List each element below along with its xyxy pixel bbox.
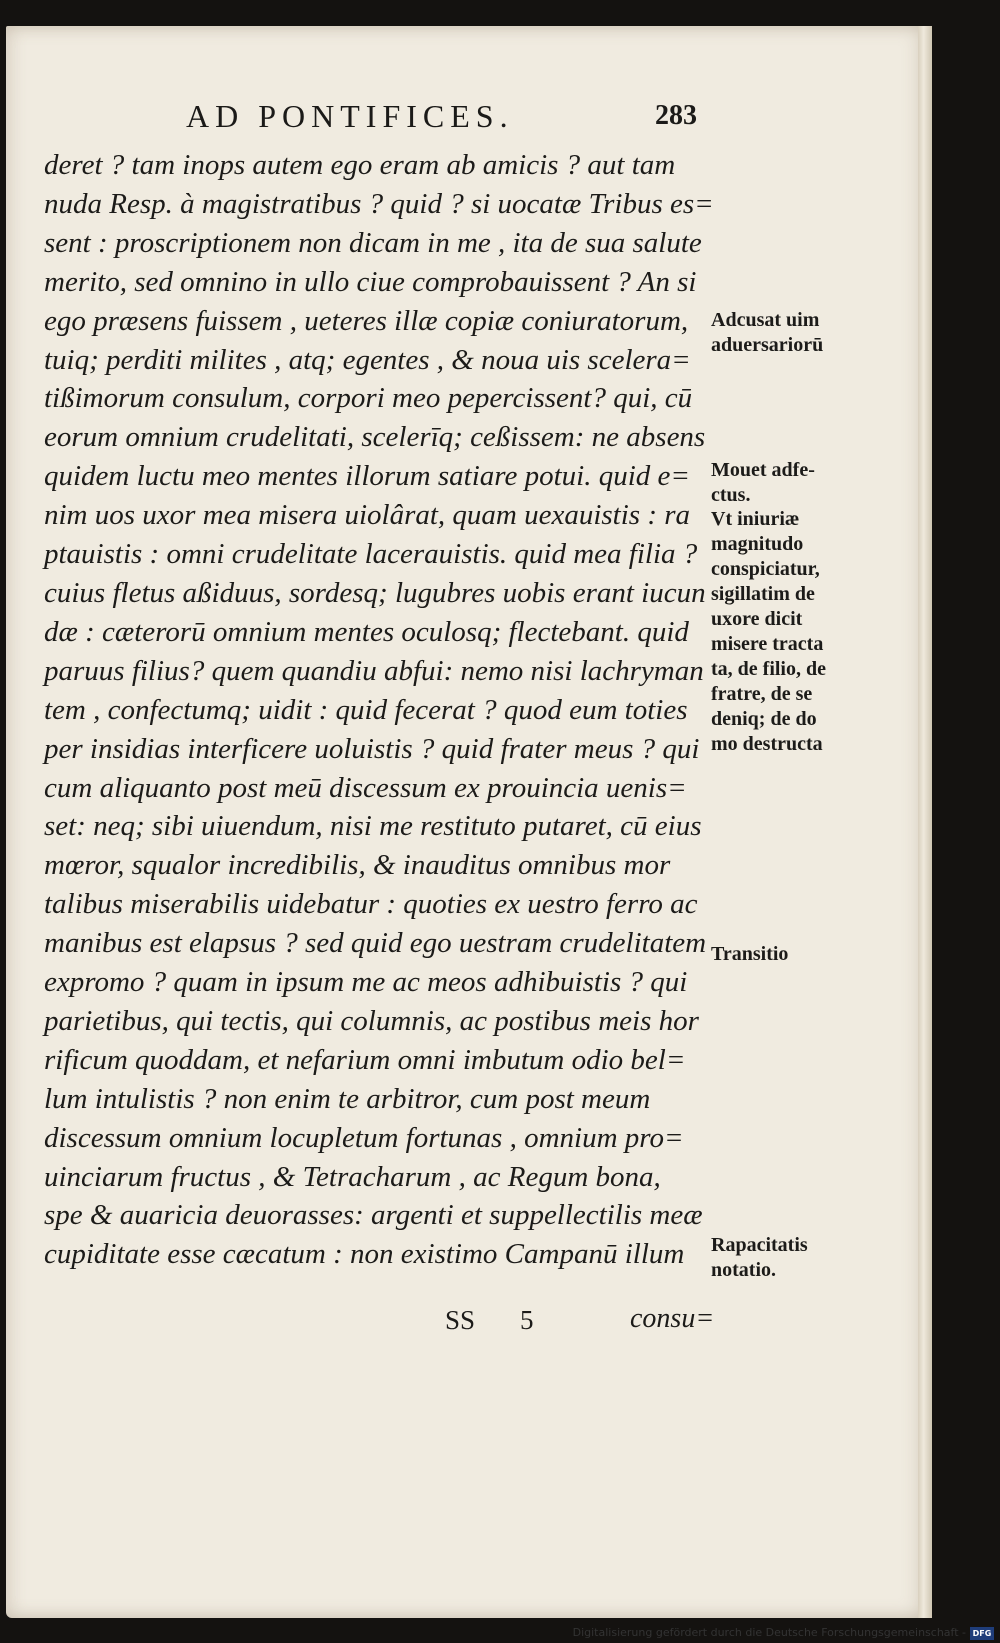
- margin-note-iniuriae: [711, 507, 911, 757]
- note-line: deniq; de do: [711, 708, 817, 730]
- body-text: [44, 146, 714, 1274]
- signature-mark: SS: [445, 1305, 476, 1335]
- catchword: consu=: [630, 1303, 715, 1334]
- note-line: magnitudo: [711, 533, 804, 555]
- text-line: discessum omnium locupletum fortunas , omnium pro=: [44, 1121, 684, 1154]
- text-line: cuius fletus aßiduus, sordesq; lugubres uobis erant iucun: [44, 576, 706, 609]
- note-line: ta, de filio, de: [711, 658, 826, 680]
- note-line: conspiciatur,: [711, 558, 820, 580]
- text-line: dæ : cæterorū omnium mentes oculosq; flectebant. quid: [44, 615, 689, 648]
- margin-note-rapacitatis: [711, 1233, 911, 1283]
- note-line: Transitio: [711, 943, 789, 965]
- text-line: nuda Resp. à magistratibus ? quid ? si uocatæ Tribus es=: [44, 187, 714, 220]
- signature-number: 5: [520, 1305, 534, 1335]
- running-head: AD PONTIFICES.: [186, 98, 514, 134]
- text-line: quidem luctu meo mentes illorum satiare potui. quid e=: [44, 460, 690, 493]
- text-line: cupiditate esse cæcatum : non existimo Campanū illum: [44, 1238, 685, 1271]
- margin-note-transitio: [711, 942, 911, 967]
- note-line: aduersariorū: [711, 334, 824, 356]
- text-line: cum aliquanto post meū discessum ex prouincia uenis=: [44, 771, 687, 804]
- text-line: deret ? tam inops autem ego eram ab amicis ? aut tam: [44, 149, 676, 181]
- text-line: ego præsens fuissem , ueteres illæ copiæ coniuratorum,: [44, 304, 689, 337]
- margin-note-adcusat: [711, 308, 911, 358]
- text-line: tem , confectumq; uidit : quid fecerat ? quod eum toties: [44, 693, 688, 726]
- text-line: ptauistis : omni crudelitate lacerauistis. quid mea filia ?: [44, 538, 698, 571]
- text-line: merito, sed omnino in ullo ciue comprobauissent ? An si: [44, 265, 697, 298]
- text-line: tuiq; perditi milites , atq; egentes , & noua uis scelera=: [44, 343, 691, 376]
- text-line: eorum omnium crudelitati, scelerīq; ceßissem: ne absens: [44, 421, 706, 454]
- text-line: parietibus, qui tectis, qui columnis, ac postibus meis hor: [44, 1004, 699, 1037]
- margin-note-mouet: [711, 458, 911, 508]
- text-line: sent : proscriptionem non dicam in me , ita de sua salute: [44, 226, 702, 259]
- note-line: sigillatim de: [711, 583, 815, 605]
- text-line: spe & auaricia deuorasses: argenti et suppellectilis meæ: [44, 1199, 703, 1232]
- page-edge: [918, 26, 932, 1618]
- text-line: lum intulistis ? non enim te arbitror, cum post meum: [44, 1082, 651, 1115]
- text-line: nim uos uxor mea misera uiolârat, quam uexauistis : ra: [44, 499, 691, 532]
- text-line: mœror, squalor incredibilis, & inauditus omnibus mor: [44, 849, 671, 882]
- note-line: uxore dicit: [711, 608, 803, 630]
- text-line: tißimorum consulum, corpori meo pepercissent? qui, cū: [44, 382, 693, 415]
- text-line: uinciarum fructus , & Tetracharum , ac Regum bona,: [44, 1160, 661, 1193]
- dfg-logo: DFG: [970, 1627, 994, 1640]
- page-number: 283: [655, 100, 697, 131]
- text-line: expromo ? quam in ipsum me ac meos adhibuistis ? qui: [44, 966, 688, 999]
- note-line: fratre, de se: [711, 683, 813, 705]
- note-line: misere tracta: [711, 633, 824, 655]
- digitization-credit: Digitalisierung gefördert durch die Deutsche Forschungsgemeinschaft -: [572, 1626, 966, 1639]
- text-line: manibus est elapsus ? sed quid ego uestram crudelitatem: [44, 927, 707, 960]
- note-line: Adcusat uim: [711, 309, 820, 331]
- text-line: set: neq; sibi uiuendum, nisi me restituto putaret, cū eius: [44, 810, 702, 843]
- note-line: Mouet adfe-: [711, 459, 815, 481]
- note-line: notatio.: [711, 1259, 776, 1281]
- note-line: Rapacitatis: [711, 1234, 808, 1256]
- note-line: Vt iniuriæ: [711, 508, 800, 530]
- text-line: rificum quoddam, et nefarium omni imbutum odio bel=: [44, 1043, 686, 1076]
- note-line: mo destructa: [711, 733, 823, 755]
- note-line: ctus.: [711, 484, 751, 506]
- text-line: paruus filius? quem quandiu abfui: nemo nisi lachryman: [44, 654, 704, 687]
- text-line: per insidias interficere uoluistis ? quid frater meus ? qui: [44, 732, 700, 765]
- text-line: talibus miserabilis uidebatur : quoties ex uestro ferro ac: [44, 888, 698, 921]
